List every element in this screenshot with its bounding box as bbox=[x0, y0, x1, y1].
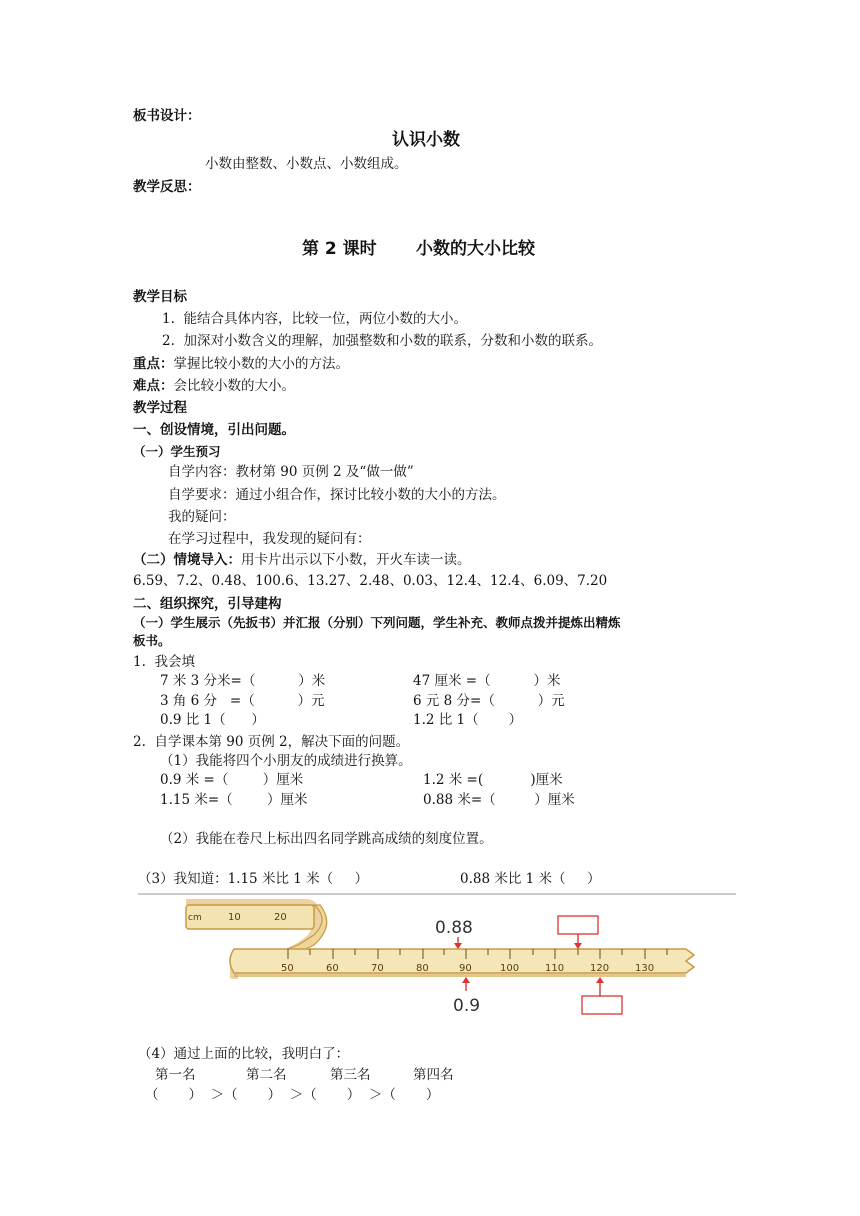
rank-3: 第三名 bbox=[330, 1067, 371, 1083]
conv-row1-left: 0.9 米 =（ ）厘米 bbox=[160, 772, 304, 788]
part2-sub1-line1: （一）学生展示（先扳书）并汇报（分别）下列问题，学生补充、教师点拨并提炼出精炼 bbox=[133, 615, 621, 630]
tape-measure-illustration bbox=[138, 893, 736, 1023]
difficulty-text: 会比较小数的大小。 bbox=[173, 378, 295, 394]
fill-row1-left: 7 米 3 分米=（ ）米 bbox=[160, 673, 326, 689]
fill-row3-right: 1.2 比 1（ ） bbox=[413, 712, 523, 728]
conv-row2-left: 1.15 米=（ ）厘米 bbox=[160, 792, 308, 808]
conv-row1-right: 1.2 米 =( )厘米 bbox=[423, 772, 563, 788]
reflection-label: 教学反思： bbox=[133, 179, 201, 195]
tape-label-60: 60 bbox=[326, 963, 339, 974]
tape-label-100: 100 bbox=[500, 963, 520, 974]
marker-088-label: 0.88 bbox=[435, 918, 473, 938]
goal-item-1: 1. 能结合具体内容，比较一位，两位小数的大小。 bbox=[162, 311, 467, 327]
rank-blanks: （ ） ＞（ ） ＞（ ） ＞（ ） bbox=[145, 1087, 440, 1103]
key-label: 重点： bbox=[133, 356, 174, 372]
conv-row2-right: 0.88 米=（ ）厘米 bbox=[423, 792, 575, 808]
part1-sub2-label: （二）情境导入： bbox=[133, 552, 241, 568]
blank-box-bottom bbox=[582, 996, 622, 1014]
q2-3-left: （3）我知道：1.15 米比 1 米（ ） bbox=[138, 871, 369, 887]
tape-label-50: 50 bbox=[281, 963, 294, 974]
difficulty-label: 难点： bbox=[133, 378, 174, 394]
marker-09-label: 0.9 bbox=[453, 996, 481, 1016]
fill-row2-left: 3 角 6 分 =（ ）元 bbox=[160, 693, 325, 709]
tape-start-10: 10 bbox=[228, 912, 241, 923]
part1-line-3: 我的疑问： bbox=[168, 509, 236, 525]
fill-row3-left: 0.9 比 1（ ） bbox=[160, 712, 265, 728]
rank-1: 第一名 bbox=[155, 1067, 196, 1083]
tape-start-20: 20 bbox=[274, 912, 287, 923]
tape-cm-label: cm bbox=[188, 913, 202, 923]
lesson-title: 第 2 课时 bbox=[302, 239, 377, 259]
tape-label-120: 120 bbox=[590, 963, 610, 974]
tape-label-90: 90 bbox=[459, 963, 472, 974]
board-title: 认识小数 bbox=[392, 130, 460, 150]
rank-4: 第四名 bbox=[413, 1067, 454, 1083]
difficulty-point bbox=[133, 377, 295, 395]
board-label: 板书设计： bbox=[133, 108, 201, 124]
goal-item-2: 2. 加深对小数含义的理解，加强整数和小数的联系，分数和小数的联系。 bbox=[162, 333, 602, 349]
part2-sub1-line2: 板书。 bbox=[133, 633, 171, 648]
part1-sub1: （一）学生预习 bbox=[133, 444, 221, 459]
tape-label-70: 70 bbox=[371, 963, 384, 974]
q2-1: （1）我能将四个小朋友的成绩进行换算。 bbox=[160, 753, 412, 769]
q2-3-right: 0.88 米比 1 米（ ） bbox=[460, 871, 601, 887]
part1-heading: 一、创设情境，引出问题。 bbox=[133, 422, 295, 438]
part1-sub2-text: 用卡片出示以下小数，开火车读一读。 bbox=[241, 552, 471, 568]
key-text: 掌握比较小数的大小的方法。 bbox=[173, 356, 349, 372]
tape-label-80: 80 bbox=[416, 963, 429, 974]
decimal-list: 6.59、7.2、0.48、100.6、13.27、2.48、0.03、12.4、12.4、6.09、7.20 bbox=[133, 573, 608, 589]
board-line: 小数由整数、小数点、小数组成。 bbox=[205, 156, 408, 172]
part1-line-2: 自学要求：通过小组合作，探讨比较小数的大小的方法。 bbox=[168, 487, 506, 503]
part1-line-4: 在学习过程中，我发现的疑问有： bbox=[168, 531, 371, 547]
q2-4: （4）通过上面的比较，我明白了： bbox=[138, 1046, 350, 1062]
blank-box-top bbox=[558, 916, 598, 934]
q2-label: 2. 自学课本第 90 页例 2，解决下面的问题。 bbox=[133, 734, 410, 750]
part2-heading: 二、组织探究，引导建构 bbox=[133, 596, 282, 612]
key-point bbox=[133, 355, 349, 373]
tape-label-110: 110 bbox=[545, 963, 565, 974]
fill-row1-right: 47 厘米 =（ ）米 bbox=[413, 673, 561, 689]
lesson-subtitle: 小数的大小比较 bbox=[416, 239, 535, 259]
q2-2: （2）我能在卷尺上标出四名同学跳高成绩的刻度位置。 bbox=[160, 831, 493, 847]
part1-line-1: 自学内容：教材第 90 页例 2 及“做一做” bbox=[168, 464, 414, 480]
process-heading: 教学过程 bbox=[133, 400, 187, 416]
part1-sub2 bbox=[133, 551, 471, 569]
tape-label-130: 130 bbox=[635, 963, 655, 974]
goals-heading: 教学目标 bbox=[133, 289, 187, 305]
fill-row2-right: 6 元 8 分=（ ）元 bbox=[413, 693, 565, 709]
q1-label: 1. 我会填 bbox=[133, 654, 195, 670]
rank-2: 第二名 bbox=[246, 1067, 287, 1083]
